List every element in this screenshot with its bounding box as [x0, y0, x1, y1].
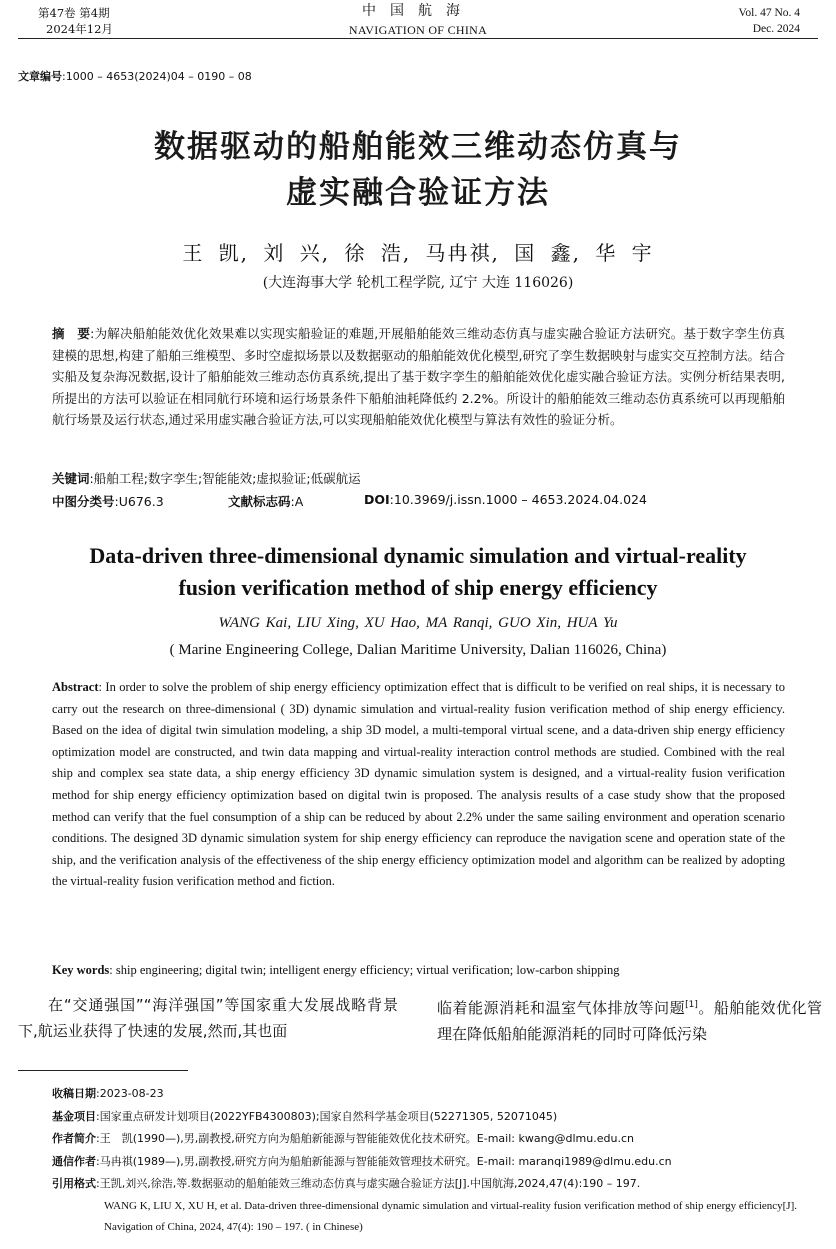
doi-value: :10.3969/j.issn.1000 – 4653.2024.04.024 [389, 492, 647, 507]
received-label: 收稿日期 [52, 1087, 96, 1100]
article-number-value: :1000 – 4653(2024)04 – 0190 – 08 [62, 70, 252, 83]
corresponding-author-value: :马冉祺(1989—),男,副教授,研究方向为船舶新能源与智能能效管理技术研究。E-mail: maranqi1989@dlmu.edu.cn [96, 1154, 672, 1168]
footnotes [52, 1083, 797, 1238]
citation-cn-value: :王凯,刘兴,徐浩,等.数据驱动的船舶能效三维动态仿真与虚实融合验证方法[J].中国航海,2024,47(4):190 – 197. [96, 1177, 641, 1190]
body-column-left [18, 992, 398, 1044]
title-cn [0, 124, 836, 216]
corresponding-author [52, 1151, 797, 1174]
body-text-right-rest: 。船舶能效优化管理在降低船舶能源消耗的同时可降低污染 [437, 999, 822, 1043]
document-code-label: 文献标志码 [228, 494, 291, 509]
keywords-en [52, 963, 785, 978]
body-paragraph-start: 在“交通强国”“海洋强国”等国家重大发展战略背景下,航运业获得了快速的发展,然而,其也面 [18, 996, 398, 1040]
doi [364, 492, 647, 507]
author-bio-label: 作者简介 [52, 1132, 96, 1145]
fund-value: :国家重点研发计划项目(2022YFB4300803);国家自然科学基金项目(52271305, 52071045) [96, 1109, 558, 1123]
keywords-cn-label: 关键词 [52, 471, 90, 486]
received-date [52, 1083, 797, 1106]
clc-value: :U676.3 [114, 494, 164, 509]
affiliation-cn: (大连海事大学 轮机工程学院, 辽宁 大连 116026) [262, 275, 574, 291]
affiliation-en: ( Marine Engineering College, Dalian Maritime University, Dalian 116026, China) [169, 642, 667, 658]
fund-project [52, 1106, 797, 1129]
abstract-en-label: Abstract [52, 680, 99, 694]
title-en-line2: fusion verification method of ship energy efficiency [178, 575, 658, 600]
citation-label: 引用格式 [52, 1177, 96, 1190]
title-en [0, 540, 836, 604]
keywords-en-label: Key words [52, 963, 110, 977]
title-cn-line1: 数据驱动的船舶能效三维动态仿真与 [154, 129, 682, 165]
body-text-right: 临着能源消耗和温室气体排放等问题 [437, 999, 686, 1017]
keywords-en-text: : ship engineering; digital twin; intelligent energy efficiency; virtual verification; low-carbon shipping [109, 963, 620, 977]
author-bio [52, 1128, 797, 1151]
received-value: :2023-08-23 [96, 1087, 164, 1100]
title-cn-line2: 虚实融合验证方法 [286, 175, 550, 211]
abstract-en-text: : In order to solve the problem of ship energy efficiency optimization effect that is difficult to be verified on real ships, it is necessary to carry out the research on three-dimensional ( 3D) dynamic simulation and virtual-reality fusion verification method of ship energy efficiency. Based on the idea of digital twin simulation modeling, a ship 3D model, a multi-temporal virtual scene, and a data-driven ship energy efficiency optimization model are constructed, and twin data mapping and virtual-reality interaction control methods are studied. Combined with the real ship and complex sea state data, a ship energy efficiency 3D dynamic simulation system is designed, and a virtual-reality fusion verification method for ship energy efficiency optimization based on digital twin is proposed. The analysis results of a case study show that the proposed method can verify that the fuel consumption of a ship can be reduced by about 2.2% under the same sailing environment and operation scenario conditions. The designed 3D dynamic simulation system for ship energy efficiency can reproduce the navigation scene and operation state of the ship, and the verification analysis of the effectiveness of the ship energy efficiency optimization model and algorithm can be realized by adopting the virtual-reality fusion verification method and fiction. [52, 680, 785, 889]
article-number-label: 文章编号 [18, 70, 62, 83]
document-code-value: :A [290, 494, 304, 509]
volume-issue-en: Vol. 47 No. 4 [738, 7, 800, 19]
abstract-cn-text: :为解决船舶能效优化效果难以实现实船验证的难题,开展船舶能效三维动态仿真与虚实融合验证方法研究。基于数字孪生仿真建模的思想,构建了船舶三维模型、多时空虚拟场景以及数据驱动的船舶能效优化模型,研究了孪生数据映射与虚实交互控制方法。结合实船及复杂海况数据,设计了船舶能效三维动态仿真系统,提出了基于数字孪生的船舶能效优化虚实融合验证方法。实例分析结果表明,所提出的方法可以验证在相同航行环境和运行场景条件下船舶油耗降低约 2.2%。所设计的船舶能效三维动态仿真系统可以再现船舶航行场景及运行状态,通过采用虚实融合验证方法,可以实现船舶能效优化模型与算法有效性的验证分析。 [52, 326, 785, 428]
authors-en: WANG Kai, LIU Xing, XU Hao, MA Ranqi, GUO Xin, HUA Yu [218, 615, 618, 631]
date-en: Dec. 2024 [752, 23, 800, 35]
header-right [739, 5, 800, 37]
body-column-right [437, 992, 822, 1047]
journal-name-en: NAVIGATION OF CHINA [348, 23, 488, 37]
keywords-cn [52, 469, 361, 487]
document-code [228, 492, 303, 510]
article-number [18, 68, 252, 84]
corresponding-author-label: 通信作者 [52, 1154, 96, 1168]
citation-format-en: WANG K, LIU X, XU H, et al. Data-driven three-dimensional dynamic simulation and virtual-reality fusion verification method of ship energy efficiency[J]. Navigation of China, 2024, 47(4): 190 – 197. ( in Chinese) [104, 1199, 797, 1233]
date-cn: 2024年12月 [46, 22, 113, 36]
volume-issue-cn: 第47卷 第4期 [38, 6, 110, 20]
citation-format-cn [52, 1173, 797, 1196]
abstract-cn-label: 摘 要 [52, 326, 91, 341]
journal-name-cn: 中国航海 [362, 3, 474, 19]
doi-label: DOI [364, 492, 390, 507]
author-bio-value: :王 凯(1990—),男,副教授,研究方向为船舶新能源与智能能效优化技术研究。E-mail: kwang@dlmu.edu.cn [96, 1132, 634, 1145]
footnote-rule [18, 1070, 188, 1071]
header-rule [18, 38, 818, 39]
reference-marker[interactable]: [1] [685, 1000, 698, 1010]
abstract-cn [52, 323, 785, 431]
clc-number [52, 492, 164, 510]
abstract-en [52, 677, 785, 893]
journal-name [0, 2, 836, 40]
clc-label: 中图分类号 [52, 494, 115, 509]
keywords-cn-text: :船舶工程;数字孪生;智能能效;虚拟验证;低碳航运 [89, 471, 361, 486]
title-en-line1: Data-driven three-dimensional dynamic simulation and virtual-reality [89, 543, 747, 568]
fund-label: 基金项目 [52, 1109, 96, 1123]
authors-cn: 王 凯, 刘 兴, 徐 浩, 马冉祺, 国 鑫, 华 宇 [182, 241, 654, 265]
